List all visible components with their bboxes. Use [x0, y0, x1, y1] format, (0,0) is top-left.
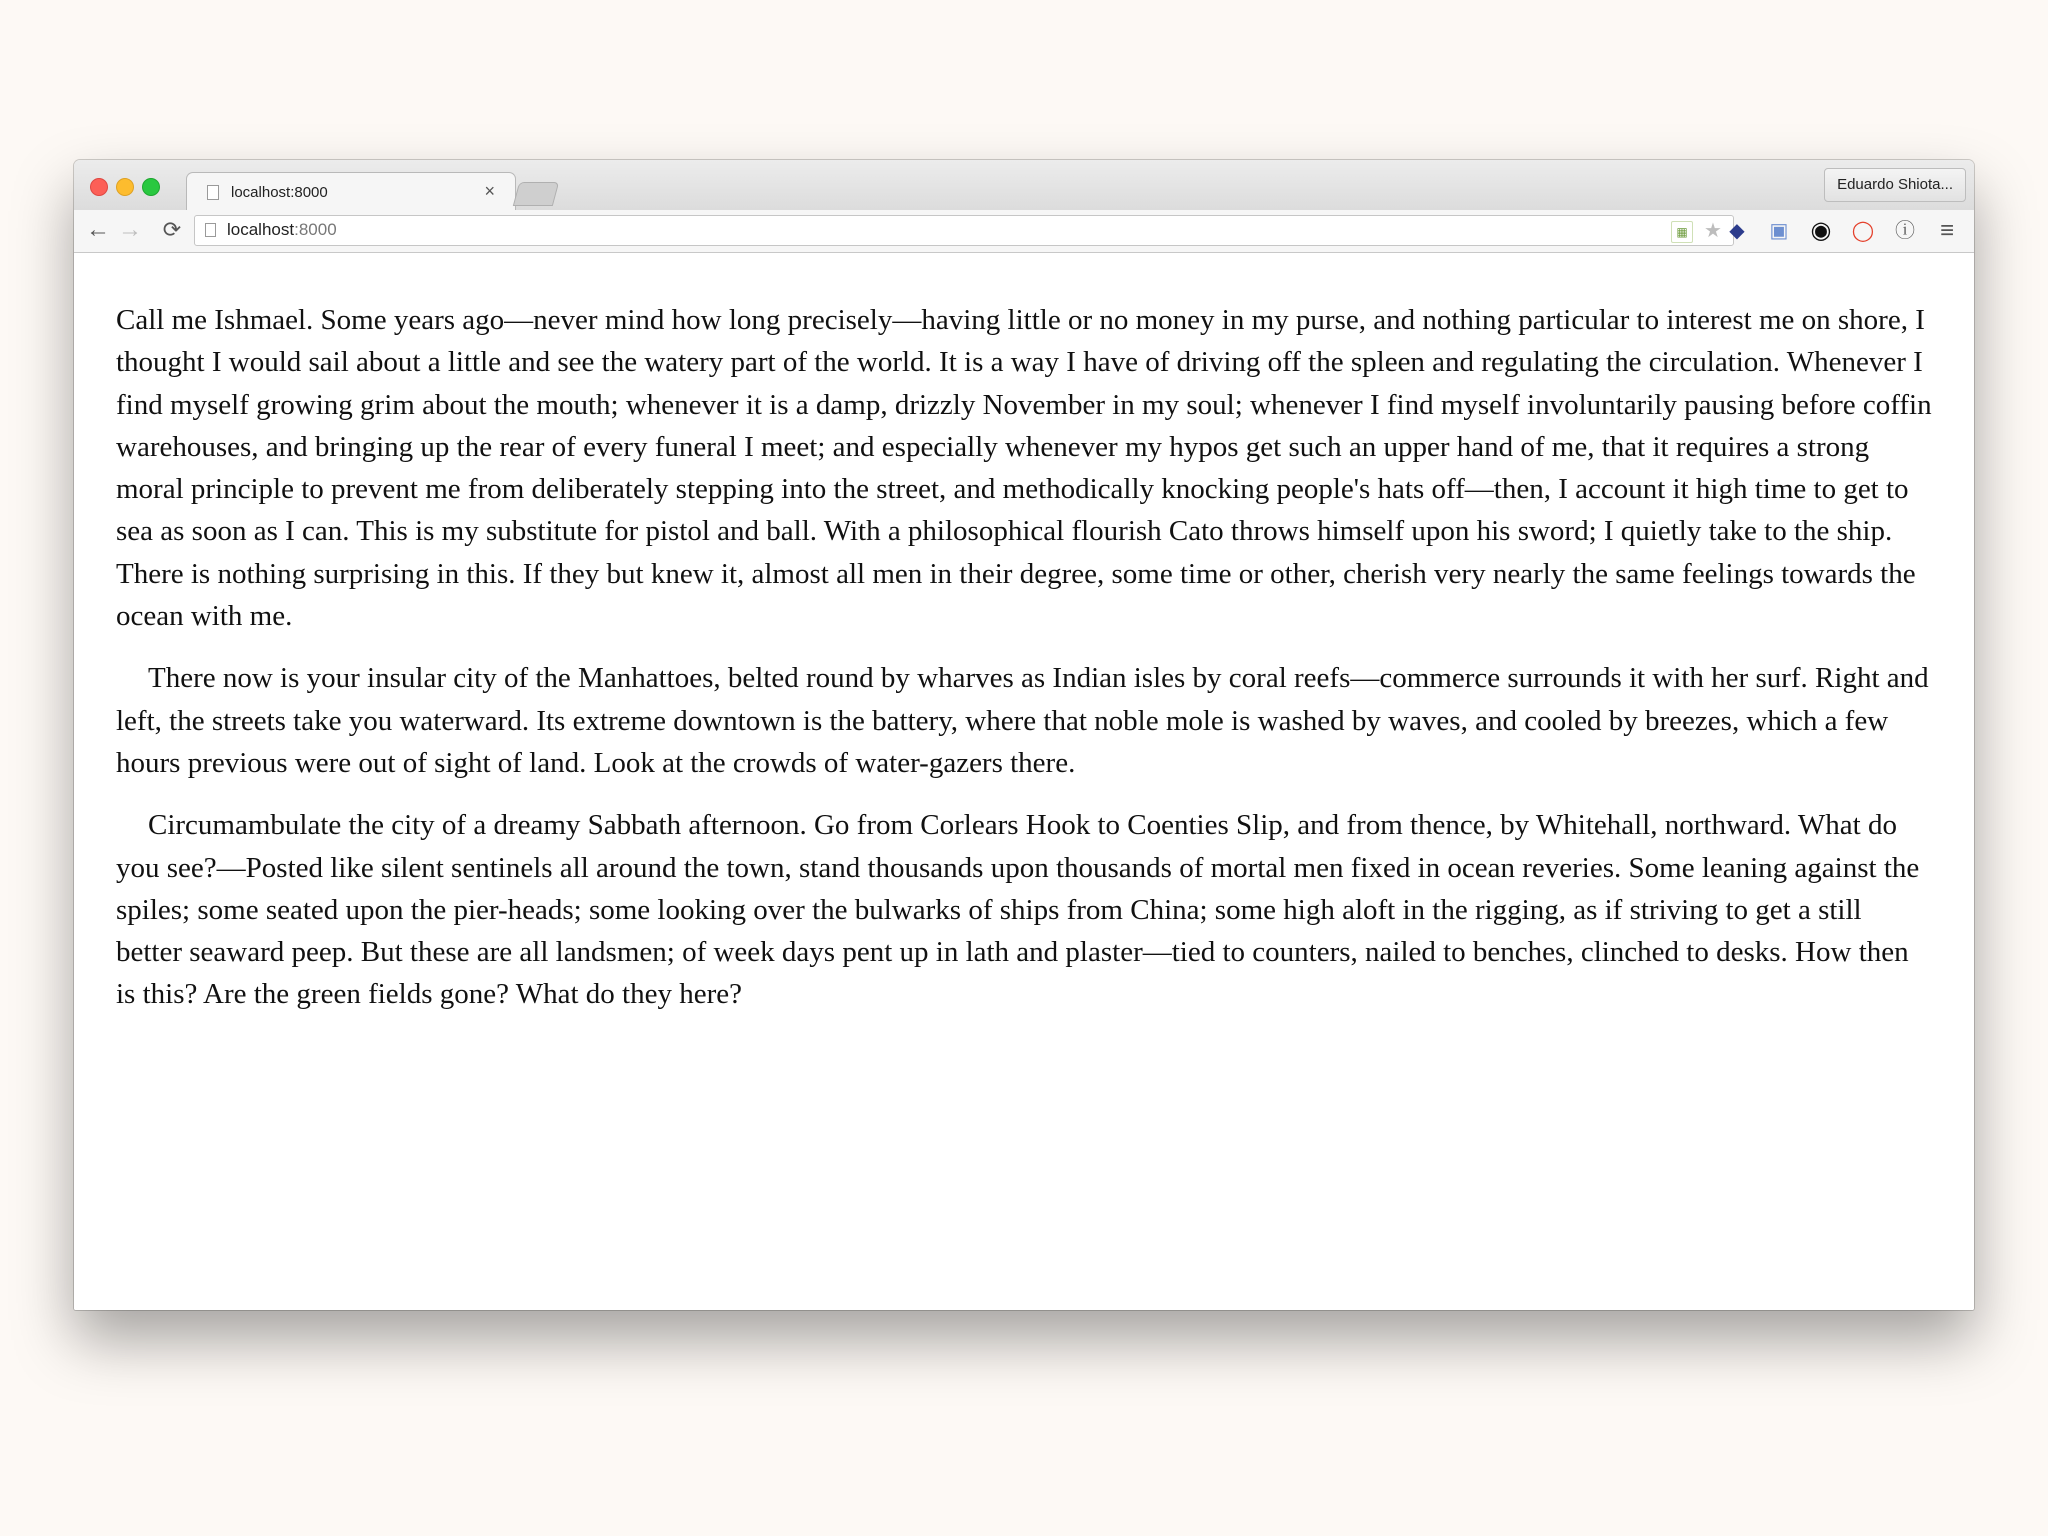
info-icon[interactable]: ⓘ	[1895, 220, 1915, 242]
tab-bar	[74, 160, 1974, 210]
paragraph-1: Call me Ishmael. Some years ago—never mind how long precisely—having little or no money in my purse, and nothing particular to interest me on shore, I thought I would sail about a little and see the watery part of the world. It is a way I have of driving off the spleen and regulating the circulation. Whenever I find myself growing grim about the mouth; whenever it is a damp, drizzly November in my soul; whenever I find myself involuntarily pausing before coffin warehouses, and bringing up the rear of every funeral I meet; and especially whenever my hypos get such an upper hand of me, that it requires a strong moral principle to prevent me from deliberately stepping into the street, and methodically knocking people's hats off—then, I account it high time to get to sea as soon as I can. This is my substitute for pistol and ball. With a philosophical flourish Cato throws himself upon his sword; I quietly take to the ship. There is nothing surprising in this. If they but knew it, almost all men in their degree, some time or other, cherish very nearly the same feelings towards the ocean with me.	[116, 304, 1932, 633]
url-port: :8000	[294, 220, 337, 239]
page-icon	[207, 185, 219, 200]
opera-icon[interactable]: ◯	[1851, 220, 1875, 242]
paragraph-3: Circumambulate the city of a dreamy Sabbath afternoon. Go from Corlears Hook to Coenties Slip, and from thence, by Whitehall, northward. What do you see?—Posted like silent sentinels all around the town, stand thousands upon thousands of mortal men fixed in ocean reveries. Some leaning against the spiles; some seated upon the pier-heads; some looking over the bulwarks of ships from China; some high aloft in the rigging, as if striving to get a still better seaward peep. But these are all landsmen; of week days pent up in lath and plaster—tied to counters, nailed to benches, clinched to desks. How then is this? Are the green fields gone? What do they here?	[116, 809, 1920, 1011]
back-arrow-icon[interactable]: ←	[86, 216, 110, 243]
extension-icon[interactable]: ◆	[1729, 220, 1745, 242]
reload-icon[interactable]: ⟳	[162, 217, 182, 242]
page-content	[74, 253, 1974, 1310]
window-minimize-button[interactable]	[116, 178, 134, 196]
tab-localhost[interactable]	[186, 172, 516, 212]
tab-title: localhost:8000	[231, 184, 328, 201]
browser-window	[74, 160, 1974, 1310]
url-text[interactable]	[227, 220, 337, 240]
eye-icon[interactable]: ◉	[1810, 217, 1832, 244]
window-maximize-button[interactable]	[142, 178, 160, 196]
spreadsheet-extension-icon[interactable]: ▦	[1671, 221, 1693, 243]
profile-button[interactable]: Eduardo Shiota...	[1824, 168, 1966, 202]
window-close-button[interactable]	[90, 178, 108, 196]
tab-close-icon[interactable]: ×	[484, 181, 495, 201]
address-bar[interactable]	[194, 215, 1734, 246]
toolbar	[74, 210, 1974, 253]
new-tab-button[interactable]	[513, 182, 559, 206]
paragraph-2: There now is your insular city of the Manhattoes, belted round by wharves as Indian isles by coral reefs—commerce surrounds it with her surf. Right and left, the streets take you waterward. Its extreme downtown is the battery, where that noble mole is washed by waves, and cooled by breezes, which a few hours previous were out of sight of land. Look at the crowds of water-gazers there.	[116, 662, 1929, 779]
window-extension-icon[interactable]: ▣	[1769, 220, 1789, 242]
url-host: localhost	[227, 220, 295, 239]
menu-icon[interactable]: ≡	[1939, 217, 1954, 244]
page-icon	[205, 223, 216, 237]
forward-arrow-icon[interactable]: →	[118, 216, 142, 243]
bookmark-star-icon[interactable]: ★	[1704, 220, 1722, 242]
